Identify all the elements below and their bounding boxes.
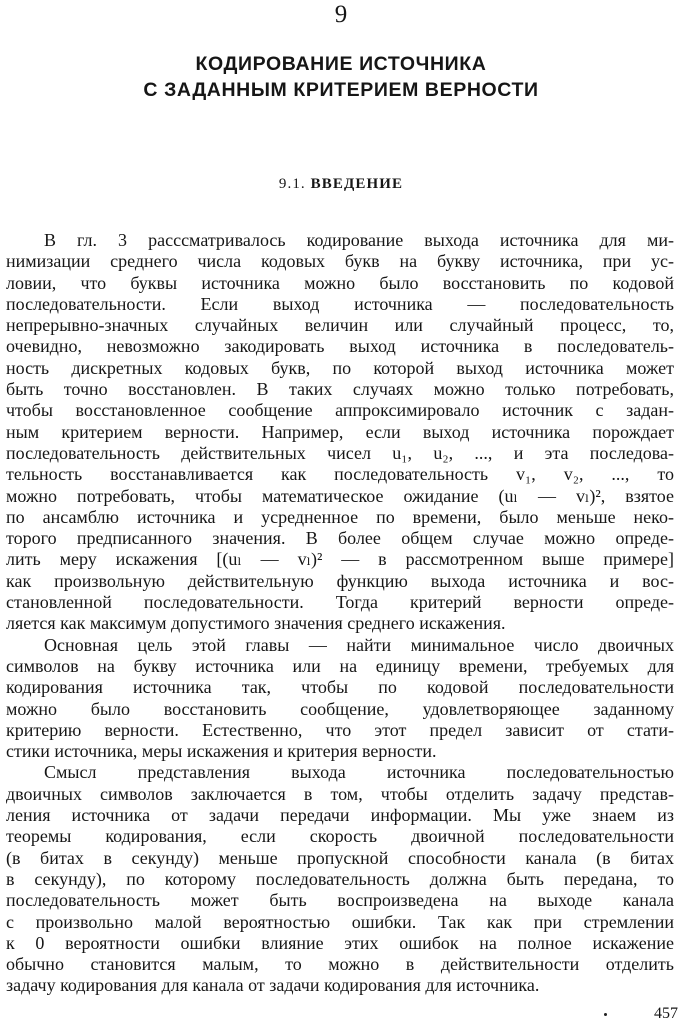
section-heading [0,176,682,193]
text-line: двоичных символов заключается в том, чтобы отделить задачу представ- [6,783,674,804]
text-line: торого предписанного значения. В более общем случае можно опреде- [6,528,674,549]
text-line: задачу кодирования для канала от задачи кодирования для источника. [6,975,540,996]
text-line: становленной последовательности. Тогда критерий верности опреде- [6,592,674,613]
text-line: ления источника от задачи передачи информации. Мы уже знаем из [6,805,674,826]
text-line: лить меру искажения [(uₗ — vₗ)² — в рассмотренном выше примере] [6,549,674,570]
text-line: стики источника, меры искажения и критерия верности. [6,741,437,762]
text-line: Смысл представления выхода источника последовательностью [44,762,674,783]
text-line: по ансамблю источника и усредненное по времени, было меньше неко- [6,506,674,527]
text-line: ляется как максимум допустимого значения среднего искажения. [6,613,506,634]
text-line: очевидно, невозможно закодировать выход источника в последователь- [6,336,674,357]
text-line: последовательность действительных чисел u₁, u₂, ..., и эта последова- [6,442,674,463]
page-number: 457 [654,1005,678,1022]
text-line: последовательности. Если выход источника — последовательность [6,293,674,314]
text-line: В гл. 3 расссматривалось кодирование выхода источника для ми- [44,230,674,250]
text-line: ловии, что буквы источника можно было восстановить по кодовой [6,272,674,293]
text-line: непрерывно-значных случайных величин или случайный процесс, то, [6,315,674,336]
text-line: с произвольно малой вероятностью ошибки. Так как при стремлении [6,911,674,932]
text-line: чтобы восстановленное сообщение аппроксимировало источник с задан- [6,400,674,421]
text-line: Основная цель этой главы — найти минимальное число двоичных [44,634,674,655]
text-line: как произвольную действительную функцию выхода источника и вос- [6,570,674,591]
text-line: можно было восстановить сообщение, удовлетворяющее заданному [6,698,674,719]
text-line: символов на букву источника или на единицу времени, требуемых для [6,655,674,676]
text-line: обычно становится малым, то можно в действительности отделить [6,954,674,975]
chapter-title [0,51,682,103]
text-line: кодирования источника так, чтобы по кодовой последовательности [6,677,674,698]
footer-dot [604,1013,607,1016]
text-line: критерию верности. Естественно, что этот предел зависит от стати- [6,719,674,740]
chapter-title-line-2: С ЗАДАННЫМ КРИТЕРИЕМ ВЕРНОСТИ [143,79,539,101]
text-line: (в битах в секунду) меньше пропускной способности канала (в битах [6,847,674,868]
section-number: 9.1. [278,176,306,192]
text-line: последовательность может быть воспроизведена на выходе канала [6,890,674,911]
text-line: тельность восстанавливается как последовательность v₁, v₂, ..., то [6,464,674,485]
page-footer [0,999,682,1029]
text-line: теоремы кодирования, если скорость двоичной последовательности [6,826,674,847]
text-line: к 0 вероятности ошибки влияние этих ошибок на полное искажение [6,932,674,953]
text-line: можно потребовать, чтобы математическое ожидание (uₗ — vₗ)², взятое [6,485,674,506]
text-line: в секунду), по которому последовательность должна быть передана, то [6,868,674,889]
body-text [6,230,674,997]
section-title: ВВЕДЕНИЕ [310,176,404,192]
text-line: нимизации среднего числа кодовых букв на букву источника, при ус- [6,251,674,272]
paragraph [6,635,674,763]
chapter-title-line-1: КОДИРОВАНИЕ ИСТОЧНИКА [195,53,487,75]
text-line: ным критерием верности. Например, если выход источника порождает [6,421,674,442]
text-line: ность дискретных кодовых букв, по которой выход источника может [6,357,674,378]
chapter-number: 9 [334,1,348,28]
paragraph [6,762,674,996]
paragraph [6,230,674,635]
text-line: быть точно восстановлен. В таких случаях можно только потребовать, [6,379,674,400]
